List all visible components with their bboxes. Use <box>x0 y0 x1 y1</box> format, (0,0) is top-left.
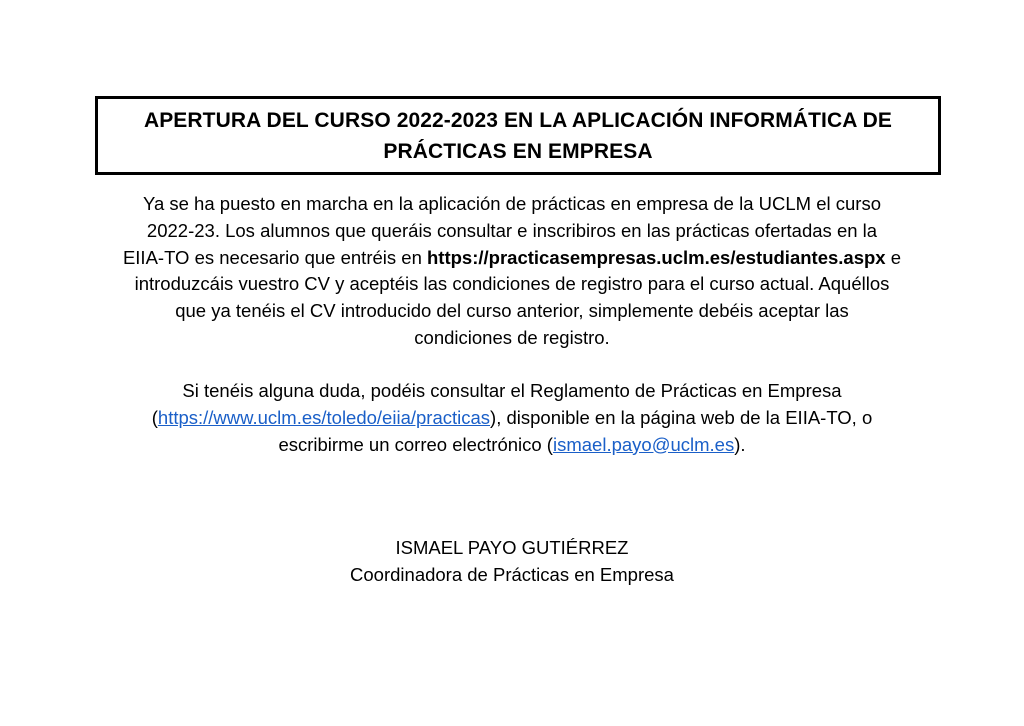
paragraph-text: ), disponible en la página web de la EIIA-TO, o <box>490 406 873 428</box>
paragraph-text: e <box>885 246 902 268</box>
paragraph-text: ). <box>734 433 746 455</box>
email-link[interactable]: ismael.payo@uclm.es <box>552 433 735 455</box>
paragraph-text: ( <box>151 406 158 428</box>
paragraph-line: Ya se ha puesto en marcha en la aplicación de prácticas en empresa de la UCLM el curso <box>142 193 881 214</box>
student-app-url: https://practicasempresas.uclm.es/estudiantes.aspx <box>427 246 886 268</box>
paragraph-line <box>60 245 964 272</box>
paragraph-line: Si tenéis alguna duda, podéis consultar el Reglamento de Prácticas en Empresa <box>182 380 842 401</box>
signature-name: ISMAEL PAYO GUTIÉRREZ <box>395 537 629 558</box>
title-line-1: APERTURA DEL CURSO 2022-2023 EN LA APLICACIÓN INFORMÁTICA DE <box>143 108 893 132</box>
paragraph-line <box>60 432 964 459</box>
paragraph-line: condiciones de registro. <box>414 326 610 348</box>
title-line-2: PRÁCTICAS EN EMPRESA <box>383 139 653 163</box>
regulations-link[interactable]: https://www.uclm.es/toledo/eiia/practicas <box>157 406 491 428</box>
paragraph-text: escribirme un correo electrónico ( <box>278 433 553 455</box>
title-box <box>95 96 941 175</box>
paragraph-line: que ya tenéis el CV introducido del curso anterior, simplemente debéis aceptar las <box>175 300 849 322</box>
paragraph-line <box>60 405 964 432</box>
signature-role: Coordinadora de Prácticas en Empresa <box>350 563 674 585</box>
paragraph-text: EIIA-TO es necesario que entréis en <box>122 246 427 268</box>
contact-paragraph <box>60 378 964 458</box>
paragraph-line: introduzcáis vuestro CV y aceptéis las condiciones de registro para el curso actual. Aquéllos <box>134 273 890 295</box>
signature-block <box>60 535 964 589</box>
announcement-paragraph <box>60 191 964 352</box>
paragraph-line: 2022-23. Los alumnos que queráis consultar e inscribiros en las prácticas ofertadas en la <box>146 219 878 241</box>
